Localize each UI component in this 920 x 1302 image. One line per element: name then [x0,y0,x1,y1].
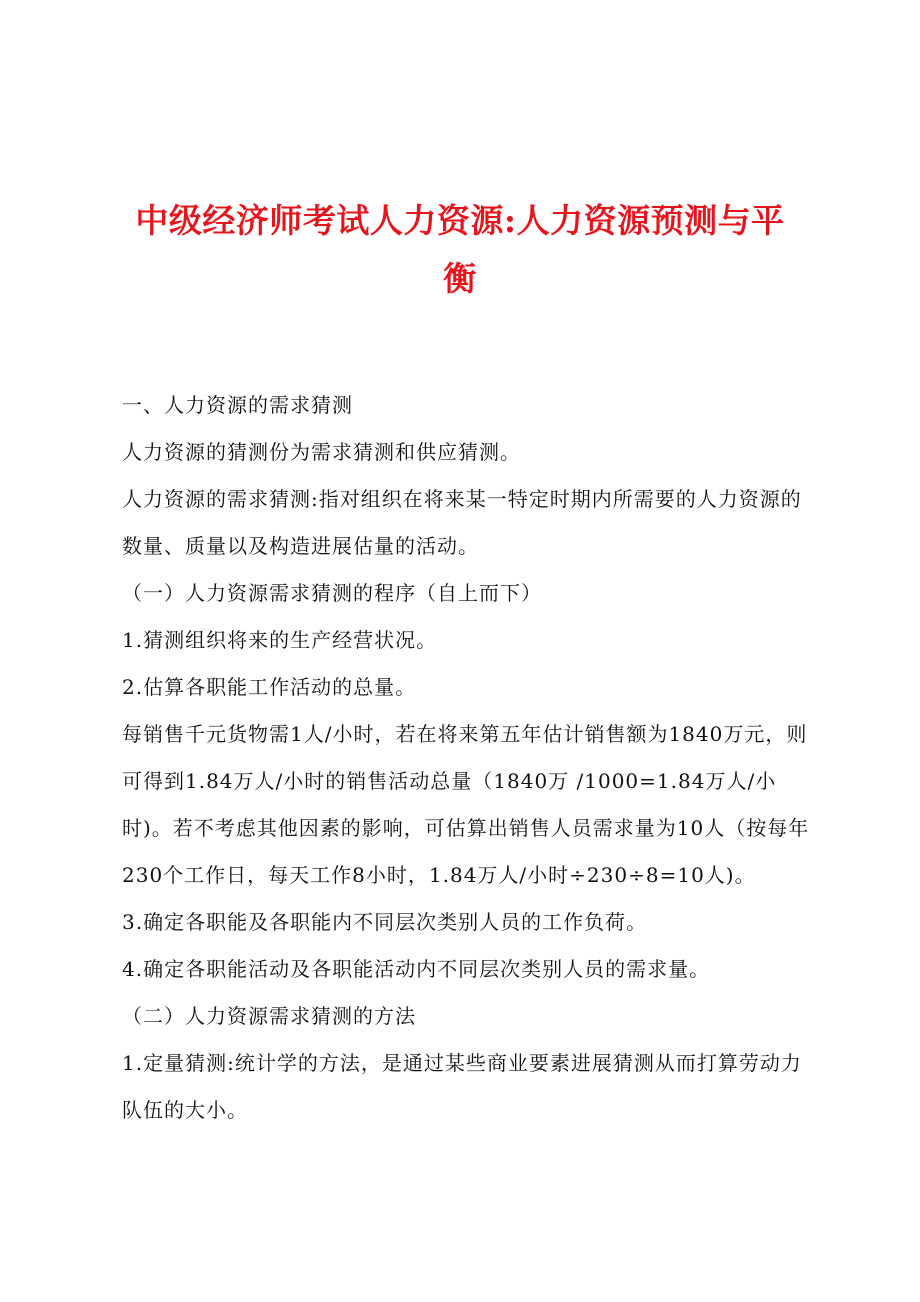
list-item-step-2: 2.估算各职能工作活动的总量。 [122,675,417,699]
document-title: 中级经济师考试人力资源:人力资源预测与平衡 [135,201,785,298]
subheading-procedure: （一）人力资源需求猜测的程序（自上而下） [122,581,542,605]
paragraph-sales-example: 每销售千元货物需1人/小时，若在将来第五年估计销售额为1840万元，则可得到1.84万人/小时的销售活动总量（1840万 /1000=1.84万人/小时)。若不考虑其他因素的影响，可估算出销售人员需求量为10人（按每年230个工作日，每天工作8小时，1.84万人/小时÷230÷8=10人)。 [122,722,810,887]
subheading-methods: （二）人力资源需求猜测的方法 [122,1004,416,1028]
list-item-step-4: 4.确定各职能活动及各职能活动内不同层次类别人员的需求量。 [122,957,711,981]
list-item-step-3: 3.确定各职能及各职能内不同层次类别人员的工作负荷。 [122,910,648,934]
paragraph-forecast-types: 人力资源的猜测份为需求猜测和供应猜测。 [122,440,521,464]
list-item-step-1: 1.猜测组织将来的生产经营状况。 [122,628,438,652]
document-body [122,382,812,1134]
paragraph-demand-definition: 人力资源的需求猜测:指对组织在将来某一特定时期内所需要的人力资源的数量、质量以及构造进展估量的活动。 [122,487,802,558]
section-heading-demand-forecast: 一、人力资源的需求猜测 [122,393,353,417]
list-item-quantitative-forecast: 1.定量猜测:统计学的方法，是通过某些商业要素进展猜测从而打算劳动力队伍的大小。 [122,1051,802,1122]
